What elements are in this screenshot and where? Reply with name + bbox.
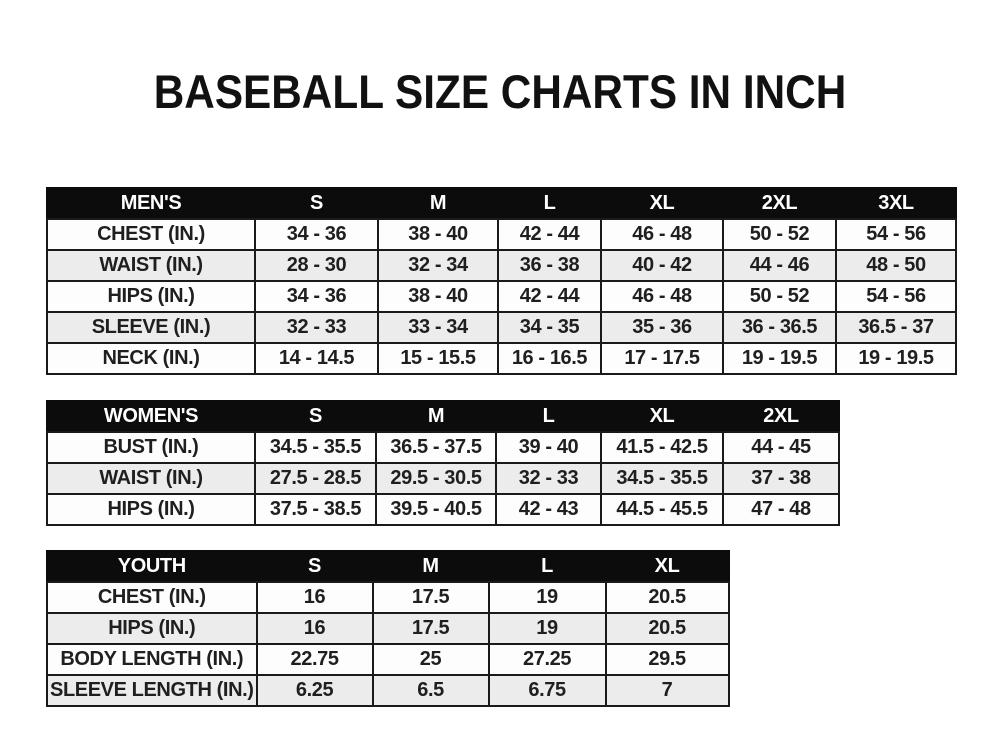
size-value-cell: 36 - 36.5 [723,312,836,343]
size-value-cell: 44 - 46 [723,250,836,281]
size-column-header: M [378,188,498,219]
table-row [47,463,839,494]
size-value-cell: 19 - 19.5 [723,343,836,374]
table-row [47,281,956,312]
size-column-header: S [255,188,378,219]
size-value-cell: 28 - 30 [255,250,378,281]
womens-header-row [47,401,839,432]
size-column-header: 2XL [723,188,836,219]
size-value-cell: 17.5 [373,582,489,613]
measurement-row-label: CHEST (IN.) [47,582,257,613]
size-value-cell: 37 - 38 [723,463,839,494]
measurement-row-label: HIPS (IN.) [47,494,255,525]
size-value-cell: 25 [373,644,489,675]
size-column-header: XL [606,551,729,582]
page-title: BASEBALL SIZE CHARTS IN INCH [153,65,847,118]
size-value-cell: 27.5 - 28.5 [255,463,376,494]
size-column-header: 3XL [836,188,956,219]
size-value-cell: 20.5 [606,613,729,644]
mens-header-row [47,188,956,219]
size-value-cell: 35 - 36 [601,312,723,343]
size-value-cell: 6.25 [257,675,373,706]
size-column-header: XL [601,401,723,432]
size-value-cell: 20.5 [606,582,729,613]
size-value-cell: 48 - 50 [836,250,956,281]
size-value-cell: 38 - 40 [378,281,498,312]
mens-size-table [46,187,957,375]
womens-size-table [46,400,840,526]
size-value-cell: 7 [606,675,729,706]
size-value-cell: 44 - 45 [723,432,839,463]
size-value-cell: 19 [489,613,606,644]
table-row [47,312,956,343]
size-value-cell: 32 - 34 [378,250,498,281]
size-value-cell: 6.75 [489,675,606,706]
measurement-row-label: CHEST (IN.) [47,219,255,250]
size-value-cell: 39 - 40 [496,432,601,463]
measurement-row-label: WAIST (IN.) [47,463,255,494]
table-row [47,494,839,525]
size-value-cell: 29.5 [606,644,729,675]
size-value-cell: 42 - 44 [498,281,601,312]
size-value-cell: 36.5 - 37 [836,312,956,343]
size-value-cell: 29.5 - 30.5 [376,463,496,494]
size-value-cell: 27.25 [489,644,606,675]
size-value-cell: 34 - 36 [255,219,378,250]
measurement-row-label: BUST (IN.) [47,432,255,463]
size-value-cell: 16 [257,613,373,644]
measurement-row-label: WAIST (IN.) [47,250,255,281]
size-column-header: M [373,551,489,582]
size-value-cell: 16 - 16.5 [498,343,601,374]
size-value-cell: 33 - 34 [378,312,498,343]
measurement-row-label: NECK (IN.) [47,343,255,374]
size-value-cell: 14 - 14.5 [255,343,378,374]
size-column-header: L [498,188,601,219]
size-value-cell: 42 - 44 [498,219,601,250]
table-row [47,343,956,374]
youth-group-label: YOUTH [47,551,257,582]
measurement-row-label: SLEEVE LENGTH (IN.) [47,675,257,706]
size-value-cell: 34.5 - 35.5 [601,463,723,494]
size-value-cell: 54 - 56 [836,281,956,312]
size-value-cell: 22.75 [257,644,373,675]
size-column-header: XL [601,188,723,219]
table-row [47,432,839,463]
size-value-cell: 50 - 52 [723,281,836,312]
size-value-cell: 41.5 - 42.5 [601,432,723,463]
table-row [47,613,729,644]
size-value-cell: 54 - 56 [836,219,956,250]
womens-group-label: WOMEN'S [47,401,255,432]
youth-size-table [46,550,730,707]
mens-group-label: MEN'S [47,188,255,219]
measurement-row-label: SLEEVE (IN.) [47,312,255,343]
table-row [47,219,956,250]
size-value-cell: 38 - 40 [378,219,498,250]
table-row [47,675,729,706]
size-value-cell: 36 - 38 [498,250,601,281]
size-column-header: 2XL [723,401,839,432]
table-row [47,250,956,281]
size-value-cell: 46 - 48 [601,219,723,250]
size-value-cell: 19 - 19.5 [836,343,956,374]
size-value-cell: 19 [489,582,606,613]
size-value-cell: 32 - 33 [496,463,601,494]
size-value-cell: 17 - 17.5 [601,343,723,374]
size-value-cell: 39.5 - 40.5 [376,494,496,525]
size-value-cell: 15 - 15.5 [378,343,498,374]
size-value-cell: 36.5 - 37.5 [376,432,496,463]
size-value-cell: 34.5 - 35.5 [255,432,376,463]
size-value-cell: 44.5 - 45.5 [601,494,723,525]
table-row [47,582,729,613]
size-column-header: M [376,401,496,432]
size-value-cell: 17.5 [373,613,489,644]
size-value-cell: 6.5 [373,675,489,706]
size-value-cell: 16 [257,582,373,613]
size-column-header: L [496,401,601,432]
size-value-cell: 47 - 48 [723,494,839,525]
size-value-cell: 37.5 - 38.5 [255,494,376,525]
size-column-header: S [257,551,373,582]
size-value-cell: 34 - 35 [498,312,601,343]
measurement-row-label: BODY LENGTH (IN.) [47,644,257,675]
measurement-row-label: HIPS (IN.) [47,613,257,644]
size-value-cell: 50 - 52 [723,219,836,250]
size-value-cell: 46 - 48 [601,281,723,312]
size-value-cell: 40 - 42 [601,250,723,281]
youth-header-row [47,551,729,582]
measurement-row-label: HIPS (IN.) [47,281,255,312]
size-value-cell: 32 - 33 [255,312,378,343]
size-column-header: S [255,401,376,432]
size-value-cell: 34 - 36 [255,281,378,312]
table-row [47,644,729,675]
size-column-header: L [489,551,606,582]
size-value-cell: 42 - 43 [496,494,601,525]
